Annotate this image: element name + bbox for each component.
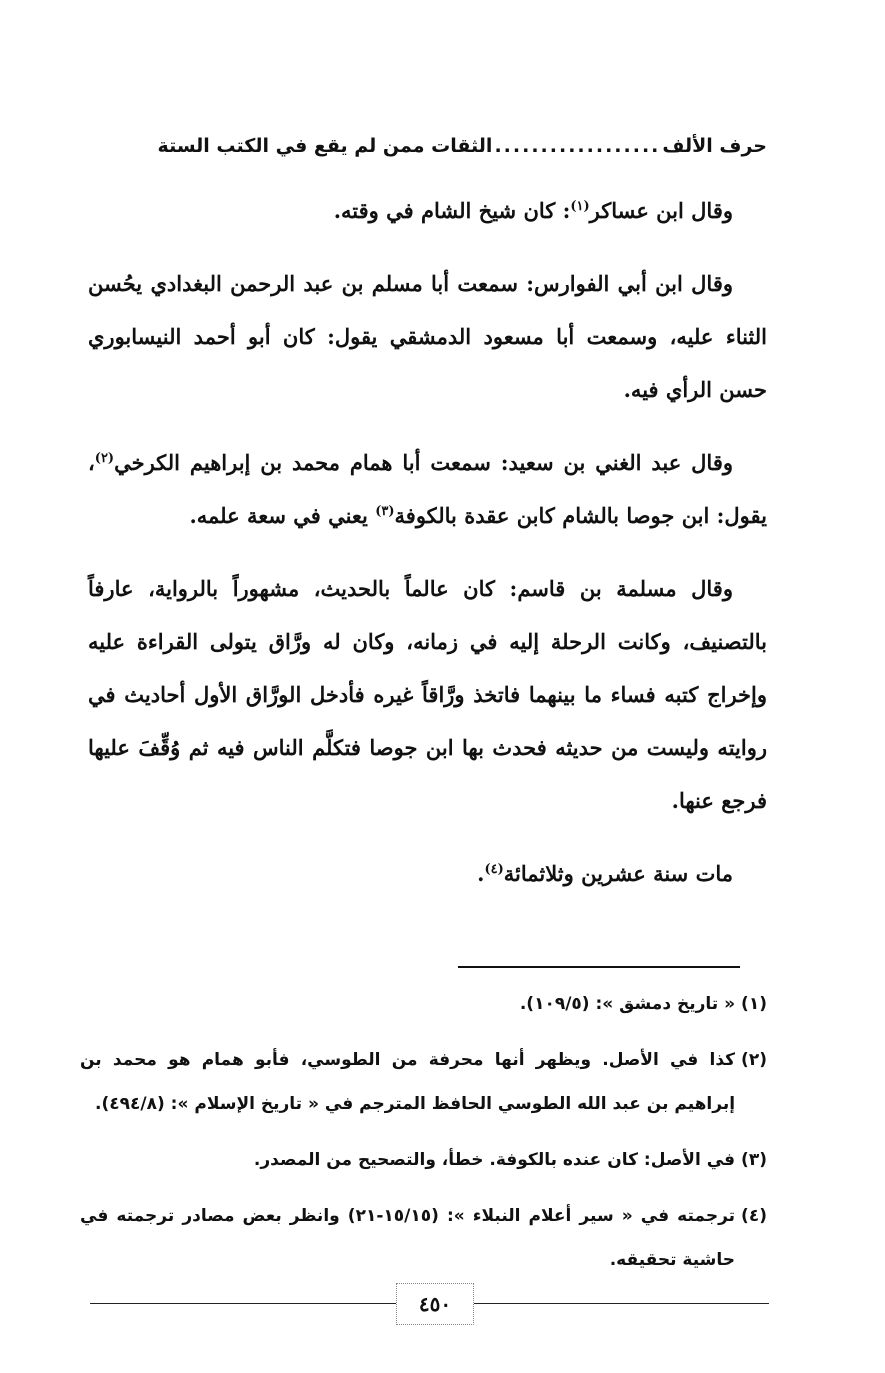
footnote-2 [80, 1038, 767, 1126]
header-book-title: الثقات ممن لم يقع في الكتب الستة [157, 135, 493, 157]
footnote-number: (٣) [741, 1150, 767, 1170]
footnote-number: (١) [741, 994, 767, 1014]
main-text [88, 184, 767, 920]
paragraph-text: مات سنة عشرين وثلاثمائة [503, 861, 733, 886]
footnotes [80, 982, 767, 1294]
page-number: ٤٥٠ [396, 1283, 474, 1325]
paragraph-text: . [477, 861, 485, 886]
running-header [100, 128, 767, 164]
paragraph-abd-al-ghani [88, 436, 767, 542]
header-section: حرف الألف [662, 135, 767, 157]
paragraph-text: وقال عبد الغني بن سعيد: سمعت أبا همام محمد بن إبراهيم الكرخي [114, 450, 733, 475]
footnote-number: (٤) [741, 1206, 767, 1226]
footnote-ref-2[interactable]: (٢) [94, 451, 115, 466]
footnote-ref-4[interactable]: (٤) [484, 862, 504, 877]
paragraph-text: ، يقول: ابن جوصا بالشام كابن عقدة بالكوفة [88, 450, 767, 528]
paragraph-ibn-abi-al-fawaris: وقال ابن أبي الفوارس: سمعت أبا مسلم بن عبد الرحمن البغدادي يحُسن الثناء عليه، وسمعت أبا مسعود الدمشقي يقول: كان أبو أحمد النيسابوري حسن الرأي فيه. [88, 271, 767, 402]
footnote-text: « تاريخ دمشق »: (١٠٩/٥). [519, 994, 736, 1014]
paragraph-maslama: وقال مسلمة بن قاسم: كان عالماً بالحديث، مشهوراً بالرواية، عارفاً بالتصنيف، وكانت الرحلة إليه في زمانه، وكان له ورَّاق يتولى القراءة عليه وإخراج كتبه فساء ما بينهما فاتخذ ورَّاقاً غيره فأدخل الورَّاق الأول أحاديث في روايته وليست من حديثه فحدث بها ابن جوصا فتكلَّم الناس فيه ثم وُقِّفَ عليها فرجع عنها. [88, 576, 767, 813]
paragraph-text: : كان شيخ الشام في وقته. [333, 198, 571, 223]
header-leader-dots: .................. [494, 135, 661, 157]
footnote-text: كذا في الأصل. ويظهر أنها محرفة من الطوسي، فأبو همام هو محمد بن إبراهيم بن عبد الله الطوسي الحافظ المترجم في « تاريخ الإسلام »: (٤٩٤/٨). [80, 1050, 736, 1114]
footnote-ref-1[interactable]: (١) [570, 199, 590, 214]
paragraph-text: وقال ابن عساكر [589, 198, 733, 223]
paragraph-ibn-asakir [88, 184, 767, 237]
paragraph-death-year [88, 847, 767, 900]
footer-rule-right [474, 1303, 769, 1304]
footnote-3 [80, 1138, 767, 1182]
footnote-text: في الأصل: كان عنده بالكوفة. خطأ، والتصحيح من المصدر. [253, 1150, 736, 1170]
footnote-separator [458, 966, 740, 968]
footnote-ref-3[interactable]: (٣) [375, 504, 395, 519]
footnote-1 [80, 982, 767, 1026]
footnote-text: ترجمته في « سير أعلام النبلاء »: (١٥/١٥-٢١) وانظر بعض مصادر ترجمته في حاشية تحقيقه. [80, 1206, 736, 1270]
footnote-4 [80, 1194, 767, 1282]
footnote-number: (٢) [741, 1050, 767, 1070]
paragraph-text: يعني في سعة علمه. [189, 503, 376, 528]
footer-rule-left [90, 1303, 396, 1304]
